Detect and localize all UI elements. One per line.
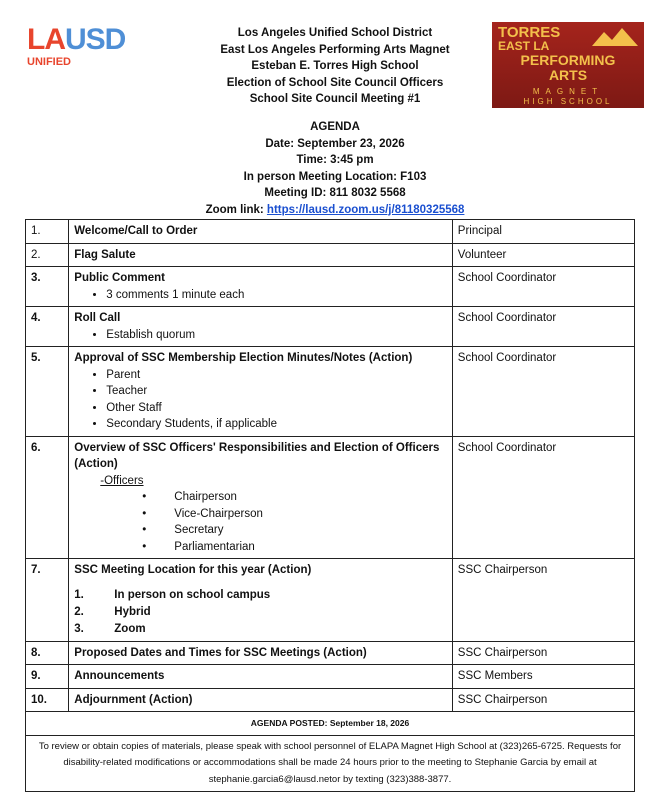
item-title: Roll Call bbox=[74, 312, 121, 324]
item-number: 4. bbox=[26, 307, 69, 347]
meeting-location: In person Meeting Location: F103 bbox=[243, 170, 427, 183]
bullet-list bbox=[74, 367, 447, 433]
item-presenter: SSC Chairperson bbox=[452, 641, 634, 665]
bullet-item: • Parent bbox=[106, 367, 447, 384]
item-presenter: Principal bbox=[452, 220, 634, 244]
officer-label: Secretary bbox=[174, 524, 224, 536]
logo-unified-text: UNIFIED bbox=[27, 56, 71, 68]
table-row bbox=[26, 665, 635, 689]
item-presenter: School Coordinator bbox=[452, 347, 634, 437]
meeting-time: Time: 3:45 pm bbox=[296, 154, 374, 166]
item-title: Proposed Dates and Times for SSC Meetings (Action) bbox=[74, 646, 367, 659]
bullet-item: • Teacher bbox=[106, 383, 447, 400]
meeting-date: Date: September 23, 2026 bbox=[265, 137, 405, 150]
item-cell bbox=[69, 641, 453, 665]
item-number: 1. bbox=[26, 220, 69, 244]
bullet-list bbox=[74, 327, 447, 344]
agenda-heading: AGENDA bbox=[310, 121, 360, 133]
table-row bbox=[26, 641, 635, 665]
item-cell bbox=[69, 665, 453, 689]
item-number: 2. bbox=[26, 243, 69, 267]
table-row bbox=[26, 559, 635, 642]
location-option: 1. In person on school campus bbox=[74, 588, 271, 601]
item-number: 9. bbox=[26, 665, 69, 689]
officers-subheading: -Officers bbox=[100, 474, 144, 487]
agenda-table bbox=[25, 219, 635, 792]
mountain-icon bbox=[590, 26, 640, 48]
officer-label: Parliamentarian bbox=[174, 540, 255, 553]
posted-row bbox=[26, 712, 635, 736]
table-row bbox=[26, 347, 635, 437]
table-row bbox=[26, 307, 635, 347]
torres-logo-line6: HIGH SCHOOL bbox=[523, 97, 613, 106]
item-cell bbox=[69, 559, 453, 642]
zoom-link[interactable]: https://lausd.zoom.us/j/81180325568 bbox=[266, 203, 465, 216]
item-presenter: School Coordinator bbox=[452, 307, 634, 347]
item-cell bbox=[69, 347, 453, 437]
item-title: Flag Salute bbox=[74, 248, 136, 261]
header-district: Los Angeles Unified School District bbox=[237, 27, 433, 39]
item-title: Announcements bbox=[74, 670, 165, 682]
officer-label: Vice-Chairperson bbox=[174, 507, 263, 520]
item-presenter: SSC Chairperson bbox=[452, 688, 634, 712]
location-option: 2. Hybrid bbox=[74, 605, 151, 618]
item-presenter: School Coordinator bbox=[452, 267, 634, 307]
header-meeting: School Site Council Meeting #1 bbox=[249, 93, 421, 105]
torres-logo-line3: PERFORMING bbox=[520, 52, 616, 68]
header-election: Election of School Site Council Officers bbox=[226, 76, 444, 89]
officer-item: • Secretary bbox=[74, 522, 447, 539]
torres-logo-line4: ARTS bbox=[548, 67, 588, 83]
item-presenter: Volunteer bbox=[452, 243, 634, 267]
table-row bbox=[26, 243, 635, 267]
footer-row bbox=[26, 735, 635, 792]
torres-logo-line1: TORRES bbox=[498, 24, 561, 41]
officer-label: Chairperson bbox=[174, 491, 237, 503]
header-magnet: East Los Angeles Performing Arts Magnet bbox=[220, 43, 450, 56]
item-title: SSC Meeting Location for this year (Action) bbox=[74, 564, 312, 576]
item-number: 7. bbox=[26, 559, 69, 642]
item-title: Welcome/Call to Order bbox=[74, 225, 198, 237]
table-row bbox=[26, 436, 635, 559]
bullet-item: • Establish quorum bbox=[106, 327, 447, 344]
item-number: 5. bbox=[26, 347, 69, 437]
footer-notice: To review or obtain copies of materials, please speak with school personnel of ELAPA Magnet High School at (323)265-6725. Requests for disability-related modifications or accommodations shall be made 24 hours prior to the meeting to Stephanie Garcia by email at stephanie.garcia6@lausd.netor by texting (323)388-3877. bbox=[26, 735, 635, 792]
logo-la-text: LA bbox=[27, 23, 65, 56]
bullet-item: • 3 comments 1 minute each bbox=[106, 287, 447, 304]
item-title: Approval of SSC Membership Election Minutes/Notes (Action) bbox=[74, 352, 413, 364]
item-cell bbox=[69, 243, 453, 267]
item-cell bbox=[69, 220, 453, 244]
item-number: 3. bbox=[26, 267, 69, 307]
meeting-id: Meeting ID: 811 8032 5568 bbox=[264, 187, 406, 199]
item-cell bbox=[69, 307, 453, 347]
officer-item: • Chairperson bbox=[74, 489, 447, 506]
table-row bbox=[26, 688, 635, 712]
item-number: 6. bbox=[26, 436, 69, 559]
torres-logo-line2: EAST LA bbox=[498, 39, 550, 53]
item-presenter: SSC Members bbox=[452, 665, 634, 689]
bullet-list bbox=[74, 287, 447, 304]
bullet-item: • Secondary Students, if applicable bbox=[106, 416, 447, 433]
meeting-info bbox=[120, 119, 550, 218]
torres-logo bbox=[492, 22, 644, 108]
item-cell bbox=[69, 267, 453, 307]
lausd-logo bbox=[27, 23, 152, 74]
torres-logo-line5: MAGNET bbox=[532, 87, 604, 96]
item-cell bbox=[69, 436, 453, 559]
header-school: Esteban E. Torres High School bbox=[251, 60, 419, 72]
agenda-posted: AGENDA POSTED: September 18, 2026 bbox=[26, 712, 635, 736]
logo-usd-text: USD bbox=[65, 23, 126, 56]
zoom-label: Zoom link: bbox=[205, 203, 267, 216]
item-title: Public Comment bbox=[74, 272, 166, 284]
location-option: 3. Zoom bbox=[74, 622, 146, 635]
item-number: 8. bbox=[26, 641, 69, 665]
bullet-item: • Other Staff bbox=[106, 400, 447, 417]
table-row bbox=[26, 267, 635, 307]
officer-item: • Vice-Chairperson bbox=[74, 506, 447, 523]
item-presenter: School Coordinator bbox=[452, 436, 634, 559]
zoom-line bbox=[120, 202, 550, 219]
document-header bbox=[180, 25, 490, 108]
item-title: Adjournment (Action) bbox=[74, 693, 193, 706]
item-presenter: SSC Chairperson bbox=[452, 559, 634, 642]
item-number: 10. bbox=[26, 688, 69, 712]
location-options bbox=[74, 587, 447, 638]
table-row bbox=[26, 220, 635, 244]
item-cell bbox=[69, 688, 453, 712]
officer-item: • Parliamentarian bbox=[74, 539, 447, 556]
item-title: Overview of SSC Officers' Responsibilities and Election of Officers (Action) bbox=[74, 441, 440, 470]
